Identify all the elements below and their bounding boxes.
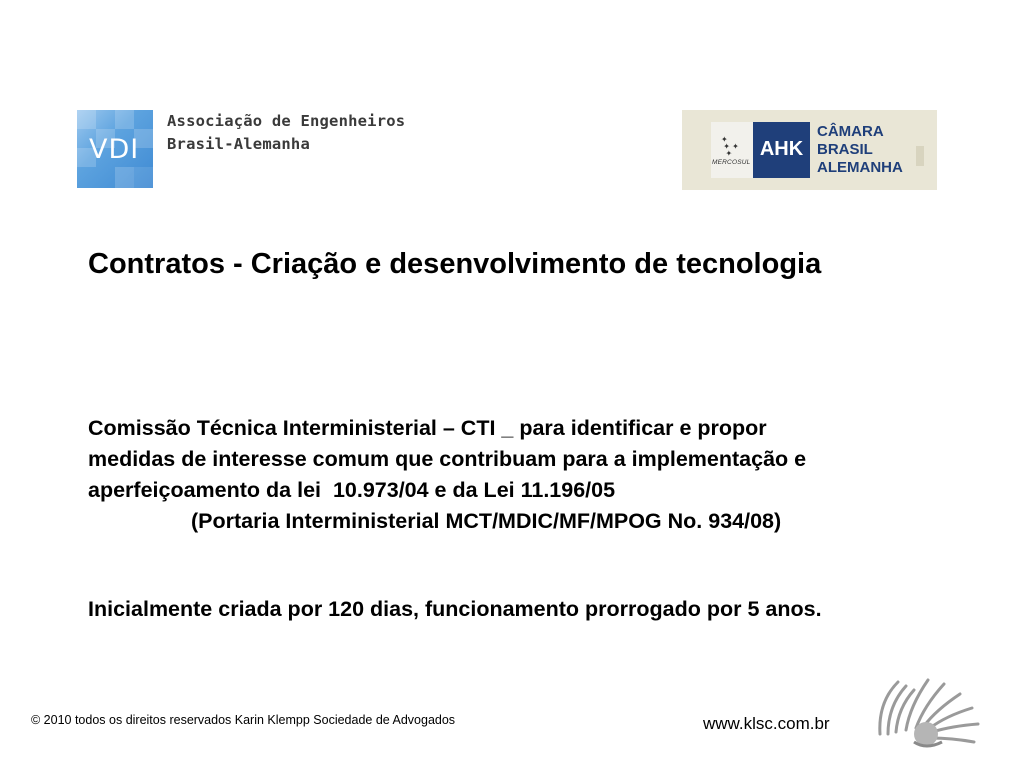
ahk-name-line2: BRASIL — [817, 141, 873, 158]
initial-note: Inicialmente criada por 120 dias, funcionamento prorrogado por 5 anos. — [88, 597, 822, 621]
vdi-logo — [77, 110, 417, 190]
vdi-logo-mark — [77, 110, 153, 188]
ahk-decoration — [916, 146, 924, 166]
mercosul-mark — [711, 122, 753, 178]
copyright-notice: © 2010 todos os direitos reservados Karin Klempp Sociedade de Advogados — [31, 713, 456, 727]
mercosul-stars-icon: ✦ ✦ ✦ ✦ — [721, 135, 739, 158]
portaria-reference: (Portaria Interministerial MCT/MDIC/MF/MPOG No. 934/08) — [191, 509, 782, 533]
ahk-name-line3: ALEMANHA — [817, 159, 903, 176]
vdi-mark-text: VDI — [89, 134, 140, 165]
sun-emblem-icon — [868, 672, 988, 752]
cti-paragraph — [88, 413, 978, 537]
website-link[interactable]: www.klsc.com.br — [703, 714, 830, 733]
paragraph-line: medidas de interesse comum que contribuam para a implementação e — [88, 447, 807, 471]
ahk-mark-text: AHK — [759, 138, 804, 160]
mercosul-label: MERCOSUL — [712, 159, 751, 166]
ahk-logo — [682, 110, 937, 190]
vdi-name-line1: Associação de Engenheiros — [167, 112, 406, 130]
ahk-organization-name — [817, 123, 903, 177]
paragraph-line: Comissão Técnica Interministerial – CTI _ para identificar e propor — [88, 416, 767, 440]
ahk-name-line1: CÂMARA — [817, 123, 884, 140]
vdi-organization-name — [167, 110, 405, 156]
paragraph-line: aperfeiçoamento da lei 10.973/04 e da Lei 11.196/05 — [88, 478, 616, 502]
slide-title: Contratos - Criação e desenvolvimento de tecnologia — [88, 248, 822, 280]
vdi-name-line2: Brasil-Alemanha — [167, 135, 310, 153]
ahk-mark — [753, 122, 810, 178]
